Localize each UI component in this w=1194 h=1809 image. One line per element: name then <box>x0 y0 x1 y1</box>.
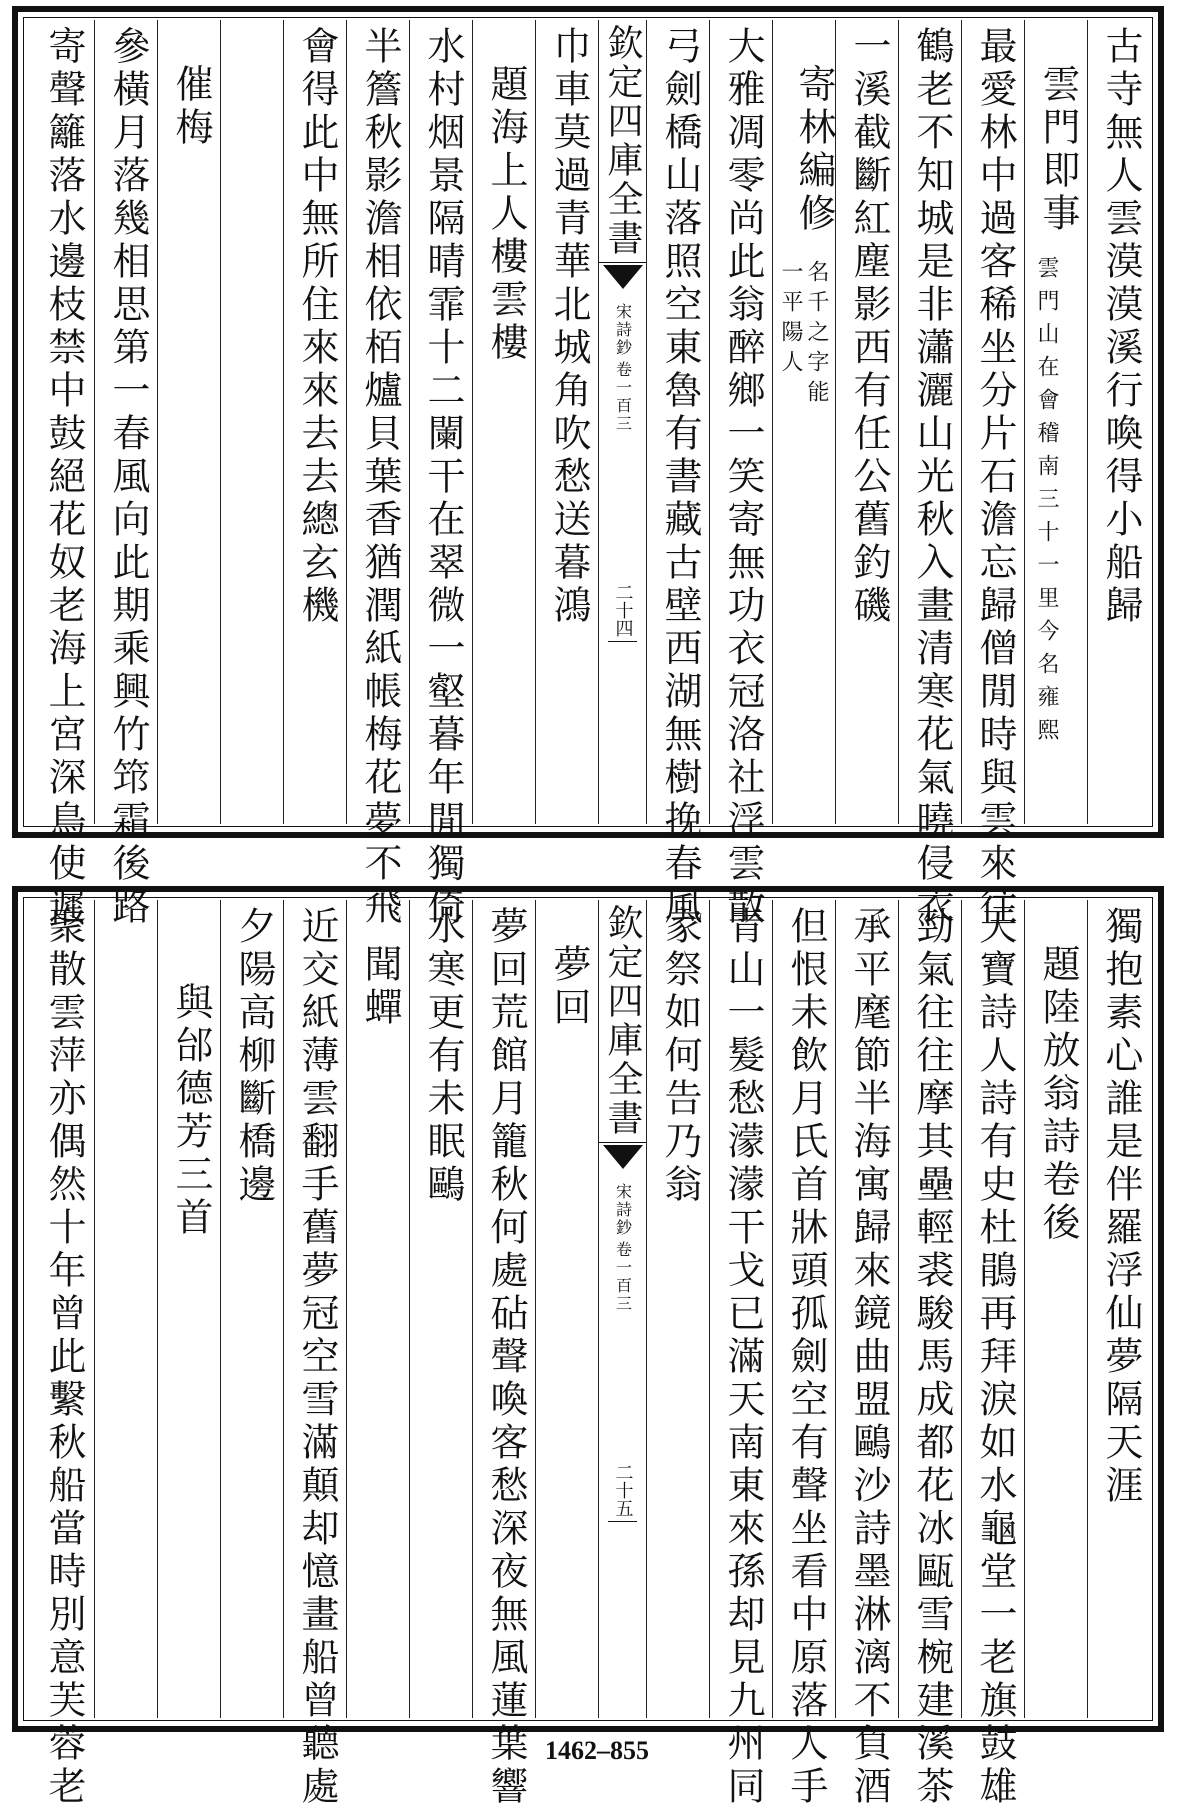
text-column <box>472 900 535 1809</box>
poem-title-column <box>472 20 535 824</box>
text-column <box>961 20 1024 929</box>
center-fold-column <box>598 900 646 1718</box>
volume-number: 卷一百三 <box>613 361 633 433</box>
text-column <box>898 20 961 929</box>
verse-line: 勁氣往往摩其壘輕裘駿馬成都花冰甌雪椀建溪茶 <box>910 906 954 1809</box>
text-column <box>31 900 94 1809</box>
poem-title: 與邰德芳三首 <box>169 982 213 1240</box>
poem-title-column <box>157 900 220 1718</box>
folio-rule <box>608 1521 636 1522</box>
text-column <box>220 900 283 1718</box>
verse-line: 家祭如何告乃翁 <box>658 906 702 1207</box>
poem-title: 題陸放翁詩卷後 <box>1036 944 1080 1245</box>
annotation-note: 雲門山在會稽南三十一里今名雍熙 <box>1034 256 1059 751</box>
fishtail-mark-icon <box>603 265 643 289</box>
text-column <box>409 20 472 929</box>
verse-line: 近交紙薄雲翻手舊夢冠空雪滿顛却憶畫船曾聽處 <box>295 906 339 1809</box>
verse-line: 寄聲籬落水邊枝禁中鼓絕花奴老海上宮深鳥使遲 <box>42 26 86 929</box>
folio-rule <box>608 641 636 642</box>
verse-line: 巾車莫過青華北城角吹愁送暮鴻 <box>547 26 591 628</box>
poem-title: 雲門即事 <box>1036 64 1080 236</box>
verse-line: 但恨未飲月氏首牀頭孤劍空有聲坐看中原落人手 <box>784 906 828 1809</box>
verse-line: 天寶詩人詩有史杜鵑再拜淚如水龜堂一老旗鼓雄 <box>973 906 1017 1809</box>
text-column <box>409 900 472 1718</box>
verse-line: 夕陽高柳斷橋邊 <box>232 906 276 1207</box>
verse-line: 青山一髮愁濛濛干戈已滿天南東來孫却見九州同 <box>721 906 765 1809</box>
verse-line: 承平麾節半海寓歸來鏡曲盟鷗沙詩墨淋漓不負酒 <box>847 906 891 1809</box>
verse-line: 參橫月落幾相思第一春風向此期乘興竹筇霜後路 <box>106 26 150 929</box>
center-fold-column <box>598 20 646 824</box>
verse-line: 大雅凋零尚此翁醉鄉一笑寄無功衣冠洛社浮雲散 <box>721 26 765 929</box>
poem-title-column <box>157 20 220 824</box>
poem-title-column <box>1024 20 1087 824</box>
verse-line: 一溪截斷紅塵影西有任公舊釣磯 <box>847 26 891 628</box>
fold-line <box>599 262 646 263</box>
library-title: 欽定四庫全書 <box>602 24 643 258</box>
verse-line: 獨抱素心誰是伴羅浮仙夢隔天涯 <box>1099 906 1143 1508</box>
top-page <box>12 6 1164 929</box>
text-column <box>31 20 94 929</box>
text-column <box>346 20 409 929</box>
poem-title-column <box>346 900 409 1718</box>
text-column <box>772 900 835 1809</box>
folio-number: 二十五 <box>612 1463 634 1517</box>
volume-number: 卷一百三 <box>613 1241 633 1313</box>
text-column <box>283 20 346 824</box>
verse-line: 聚散雲萍亦偶然十年曾此繫秋船當時別意芙蓉老 <box>42 906 86 1809</box>
poem-title-column <box>772 20 835 824</box>
text-column <box>709 20 772 929</box>
text-column <box>835 900 898 1809</box>
text-column <box>1087 20 1150 824</box>
text-column <box>646 900 709 1718</box>
fishtail-mark-icon <box>603 1145 643 1169</box>
verse-line: 古寺無人雲漠漠溪行喚得小船歸 <box>1099 26 1143 628</box>
poem-title-column <box>535 900 598 1718</box>
book-title: 宋詩鈔 <box>613 303 633 357</box>
verse-line: 鶴老不知城是非瀟灑山光秋入畫清寒花氣曉侵衣 <box>910 26 954 929</box>
verse-line: 水寒更有未眠鷗 <box>421 906 465 1207</box>
text-column <box>898 900 961 1809</box>
fold-line <box>599 1142 646 1143</box>
verse-line: 弓劍橋山落照空東魯有書藏古壁西湖無樹挽春風 <box>658 26 702 929</box>
poem-title: 題海上人樓雲樓 <box>484 64 528 365</box>
library-title: 欽定四庫全書 <box>602 904 643 1138</box>
verse-line: 夢回荒館月籠秋何處砧聲喚客愁深夜無風蓮葉響 <box>484 906 528 1809</box>
top-page-columns <box>26 20 1150 929</box>
text-column <box>646 20 709 929</box>
empty-column <box>220 20 283 824</box>
verse-line: 水村烟景隔晴霏十二闌干在翠微一壑暮年閒獨倚 <box>421 26 465 929</box>
text-column <box>535 20 598 824</box>
book-title: 宋詩鈔 <box>613 1183 633 1237</box>
poem-title: 聞蟬 <box>358 944 402 1030</box>
text-column <box>961 900 1024 1809</box>
text-column <box>94 20 157 929</box>
poem-title: 夢回 <box>547 944 591 1030</box>
verse-line: 半簷秋影澹相依栢爐貝葉香猶潤紙帳梅花夢不飛 <box>358 26 402 929</box>
text-column <box>709 900 772 1809</box>
annotation-note: 一平陽人 <box>778 260 803 380</box>
poem-title-column <box>1024 900 1087 1718</box>
page-number: 1462–855 <box>545 1736 649 1765</box>
verse-line: 最愛林中過客稀坐分片石澹忘歸僧閒時與雲來往 <box>973 26 1017 929</box>
poem-title: 寄林編修 <box>792 64 836 236</box>
empty-column <box>94 900 157 1718</box>
annotation-note: 名千之字能 <box>804 260 829 410</box>
folio-number: 二十四 <box>612 583 634 637</box>
text-column <box>1087 900 1150 1718</box>
verse-line: 會得此中無所住來來去去總玄機 <box>295 26 339 628</box>
text-column <box>283 900 346 1809</box>
poem-title: 催梅 <box>169 64 213 150</box>
